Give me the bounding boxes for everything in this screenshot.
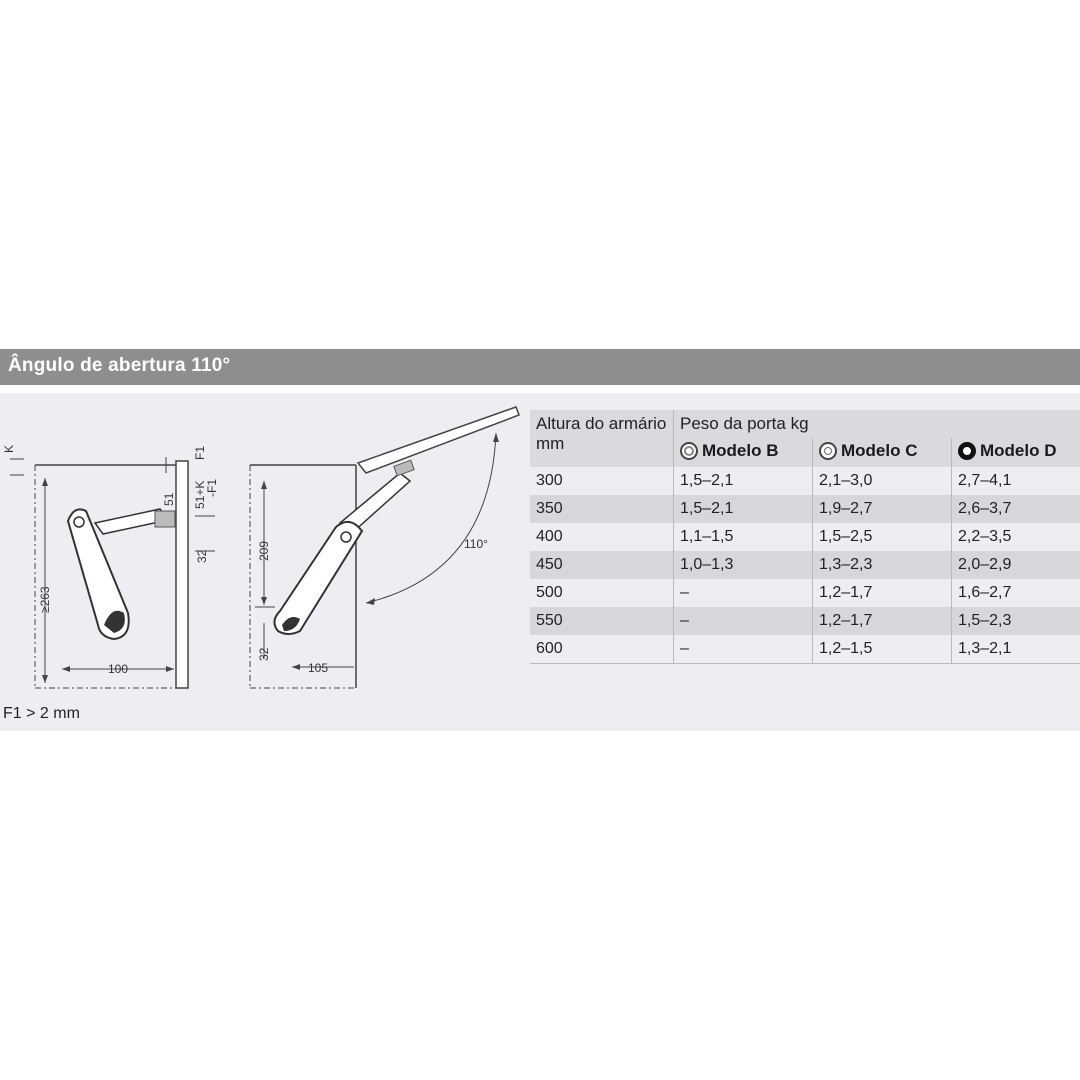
open-position-drawing — [250, 407, 519, 688]
model-b-cell: 1,1–1,5 — [674, 523, 813, 551]
model-b-cell: 1,5–2,1 — [674, 495, 813, 523]
lift-mechanism-diagram — [0, 393, 525, 731]
model-d-cell: 1,6–2,7 — [952, 579, 1080, 607]
content-panel — [0, 393, 1080, 731]
table-header-row — [530, 410, 1080, 438]
model-c-cell: 1,2–1,7 — [813, 607, 952, 635]
model-c-cell: 1,3–2,3 — [813, 551, 952, 579]
footnote: F1 > 2 mm — [3, 705, 80, 722]
height-cell: 450 — [530, 551, 674, 579]
model-b-cell: – — [674, 579, 813, 607]
model-b-cell: 1,0–1,3 — [674, 551, 813, 579]
angle-arrow-bottom — [366, 598, 375, 605]
model-d-header — [952, 438, 1080, 467]
model-c-cell: 1,9–2,7 — [813, 495, 952, 523]
model-c-cell: 1,5–2,5 — [813, 523, 952, 551]
d105-label: 105 — [308, 661, 329, 675]
d209-arrow-top — [261, 481, 267, 489]
col-height-header: Altura do armário mm — [530, 410, 674, 467]
height-cell: 500 — [530, 579, 674, 607]
col-weight-header: Peso da porta kg — [674, 410, 1080, 438]
angle-label: 110° — [464, 537, 488, 551]
model-d-cell: 2,6–3,7 — [952, 495, 1080, 523]
f1-label: F1 — [193, 445, 207, 460]
model-d-cell: 2,2–3,5 — [952, 523, 1080, 551]
d263-arrow-top — [42, 478, 48, 486]
df1-label: -F1 — [205, 479, 219, 497]
door-panel — [176, 461, 188, 688]
page-title: Ângulo de abertura 110° — [8, 355, 231, 376]
model-b-cell: – — [674, 607, 813, 635]
model-c-cell: 1,2–1,7 — [813, 579, 952, 607]
height-cell: 600 — [530, 635, 674, 663]
d32-right-label: 32 — [257, 647, 271, 661]
table-row — [530, 467, 1080, 495]
door-bracket-open — [394, 460, 414, 476]
d51k-label: 51+K — [193, 480, 207, 509]
height-cell: 300 — [530, 467, 674, 495]
angle-arrow-top — [493, 433, 499, 442]
d105-arrow-left — [292, 664, 300, 670]
d209-label: 209 — [257, 540, 271, 561]
d100-arrow-left — [62, 666, 70, 672]
d100-label: 100 — [108, 662, 129, 676]
table-row — [530, 551, 1080, 579]
ring-thick-icon — [958, 442, 976, 460]
d32-left-label: 32 — [195, 549, 209, 563]
height-cell: 550 — [530, 607, 674, 635]
table-row — [530, 579, 1080, 607]
d263-arrow-bottom — [42, 675, 48, 683]
model-d-cell: 1,5–2,3 — [952, 607, 1080, 635]
d209-arrow-bottom — [261, 597, 267, 605]
table-row — [530, 635, 1080, 663]
model-d-cell: 1,3–2,1 — [952, 635, 1080, 663]
ring-thin-icon — [680, 442, 698, 460]
header-bar — [0, 349, 1080, 385]
model-c-label: Modelo C — [841, 440, 918, 460]
model-c-cell: 1,2–1,5 — [813, 635, 952, 663]
ring-medium-icon — [819, 442, 837, 460]
table-row — [530, 523, 1080, 551]
table-row — [530, 607, 1080, 635]
door-bracket — [155, 511, 175, 527]
model-b-cell: – — [674, 635, 813, 663]
d100-arrow-right — [166, 666, 174, 672]
model-b-cell: 1,5–2,1 — [674, 467, 813, 495]
model-c-cell: 2,1–3,0 — [813, 467, 952, 495]
weight-table — [530, 410, 1080, 664]
model-c-header — [813, 438, 952, 467]
model-b-header — [674, 438, 813, 467]
model-b-label: Modelo B — [702, 440, 779, 460]
pivot-icon — [74, 517, 84, 527]
model-d-cell: 2,0–2,9 — [952, 551, 1080, 579]
d51-label: 51 — [162, 492, 176, 506]
height-cell: 350 — [530, 495, 674, 523]
closed-position-drawing — [2, 445, 219, 688]
model-d-label: Modelo D — [980, 440, 1057, 460]
pivot-icon-open — [341, 532, 351, 542]
table-row — [530, 495, 1080, 523]
model-d-cell: 2,7–4,1 — [952, 467, 1080, 495]
height-cell: 400 — [530, 523, 674, 551]
d263-label: ≥263 — [38, 586, 52, 613]
k-label: K — [2, 444, 16, 453]
